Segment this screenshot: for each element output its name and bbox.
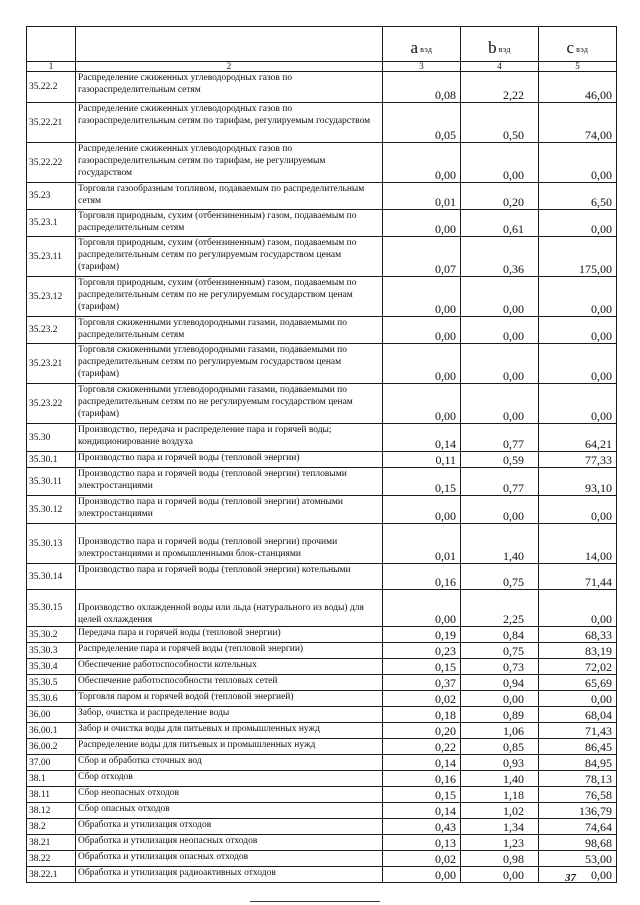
row-name: Распределение сжиженных углеводородных газов по газораспределительным сетям [76,72,383,103]
row-code: 35.23.21 [27,344,76,384]
row-b-value: 1,40 [461,771,539,787]
row-a-value: 0,00 [383,317,461,344]
row-b-value: 0,61 [461,210,539,237]
header-a [383,27,461,62]
row-code: 35.23.11 [27,237,76,277]
table-row [27,643,617,659]
table-row [27,771,617,787]
table-row [27,183,617,210]
row-a-value: 0,00 [383,210,461,237]
row-a-value: 0,14 [383,755,461,771]
row-a-value: 0,14 [383,803,461,819]
row-b-value: 0,89 [461,707,539,723]
row-c-value: 77,33 [539,452,617,468]
row-b-value: 0,73 [461,659,539,675]
row-name: Распределение пара и горячей воды (тепловой энергии) [76,643,383,659]
row-name: Распределение сжиженных углеводородных газов по газораспределительным сетям по тарифам, не регулируемым государством [76,143,383,183]
row-name: Торговля природным, сухим (отбензиненным) газом, подаваемым по распределительным сетям по регулируемым государством ценам (тарифам) [76,237,383,277]
column-number: 2 [76,62,383,72]
row-name: Торговля паром и горячей водой (тепловой энергией) [76,691,383,707]
row-c-value: 0,00 [539,590,617,627]
row-c-value: 14,00 [539,524,617,564]
row-code: 35.30.12 [27,496,76,524]
column-number: 5 [539,62,617,72]
row-b-value: 1,40 [461,524,539,564]
row-b-value: 2,25 [461,590,539,627]
row-b-value: 1,23 [461,835,539,851]
row-code: 35.30.4 [27,659,76,675]
table-row [27,723,617,739]
row-c-value: 64,21 [539,424,617,452]
document-page [26,26,616,883]
table-row [27,819,617,835]
row-code: 35.23.12 [27,277,76,317]
row-c-value: 0,00 [539,210,617,237]
row-b-value: 0,50 [461,103,539,143]
row-code: 36.00 [27,707,76,723]
table-row [27,803,617,819]
row-c-value: 74,00 [539,103,617,143]
row-a-value: 0,00 [383,344,461,384]
row-b-value: 1,02 [461,803,539,819]
row-a-value: 0,00 [383,143,461,183]
row-b-value: 0,77 [461,468,539,496]
row-c-value: 6,50 [539,183,617,210]
row-c-value: 78,13 [539,771,617,787]
row-a-value: 0,43 [383,819,461,835]
row-a-value: 0,13 [383,835,461,851]
table-row [27,452,617,468]
table-row [27,739,617,755]
row-a-value: 0,00 [383,590,461,627]
row-c-value: 0,00 [539,317,617,344]
row-a-value: 0,16 [383,564,461,590]
row-name: Производство охлажденной воды или льда (натурального из воды) для целей охлаждения [76,590,383,627]
row-b-value: 0,75 [461,564,539,590]
row-a-value: 0,15 [383,468,461,496]
row-a-value: 0,14 [383,424,461,452]
row-name: Обеспечение работоспособности котельных [76,659,383,675]
table-row [27,787,617,803]
row-code: 35.23 [27,183,76,210]
row-name: Производство пара и горячей воды (тепловой энергии) [76,452,383,468]
row-c-value: 83,19 [539,643,617,659]
row-c-value: 74,64 [539,819,617,835]
row-c-value: 0,00 [539,277,617,317]
row-c-value: 93,10 [539,468,617,496]
row-c-value: 0,00 [539,384,617,424]
row-code: 35.22.21 [27,103,76,143]
row-a-value: 0,02 [383,691,461,707]
header-c-sub: вэд [576,45,589,54]
row-b-value: 1,18 [461,787,539,803]
table-row [27,424,617,452]
table-row [27,590,617,627]
row-name: Сбор неопасных отходов [76,787,383,803]
row-name: Обработка и утилизация неопасных отходов [76,835,383,851]
row-code: 35.30.6 [27,691,76,707]
row-b-value: 0,00 [461,496,539,524]
row-b-value: 0,75 [461,643,539,659]
row-code: 38.2 [27,819,76,835]
row-code: 35.30.15 [27,590,76,627]
row-b-value: 0,94 [461,675,539,691]
row-code: 38.11 [27,787,76,803]
table-row [27,851,617,867]
row-a-value: 0,11 [383,452,461,468]
row-a-value: 0,19 [383,627,461,643]
table-header-row [27,27,617,62]
row-c-value: 68,33 [539,627,617,643]
row-name: Производство пара и горячей воды (тепловой энергии) прочими электростанциями и промышленными блок-станциями [76,524,383,564]
row-name: Торговля природным, сухим (отбензиненным) газом, подаваемым по распределительным сетям [76,210,383,237]
row-c-value: 0,00 [539,344,617,384]
row-a-value: 0,01 [383,183,461,210]
row-name: Торговля сжиженными углеводородными газами, подаваемыми по распределительным сетям по регулируемым государством ценам (тарифам) [76,344,383,384]
row-c-value: 84,95 [539,755,617,771]
row-b-value: 0,77 [461,424,539,452]
table-row [27,210,617,237]
row-b-value: 0,00 [461,317,539,344]
row-code: 38.22.1 [27,867,76,883]
row-c-value: 46,00 [539,72,617,103]
row-a-value: 0,00 [383,277,461,317]
row-name: Передача пара и горячей воды (тепловой энергии) [76,627,383,643]
header-name [76,27,383,62]
row-name: Распределение воды для питьевых и промышленных нужд [76,739,383,755]
row-a-value: 0,01 [383,524,461,564]
row-b-value: 0,20 [461,183,539,210]
row-code: 35.22.22 [27,143,76,183]
row-code: 35.30.3 [27,643,76,659]
header-b-letter: b [488,38,497,57]
row-code: 35.30.2 [27,627,76,643]
row-c-value: 98,68 [539,835,617,851]
row-name: Производство, передача и распределение пара и горячей воды; кондиционирование воздуха [76,424,383,452]
row-a-value: 0,07 [383,237,461,277]
column-number: 1 [27,62,76,72]
header-c-letter: c [566,38,575,57]
row-c-value: 71,43 [539,723,617,739]
table-row [27,707,617,723]
row-c-value: 136,79 [539,803,617,819]
column-number-row [27,62,617,72]
scan-edge-line [250,901,380,902]
row-code: 35.30 [27,424,76,452]
row-name: Сбор отходов [76,771,383,787]
row-b-value: 0,00 [461,344,539,384]
row-name: Сбор опасных отходов [76,803,383,819]
row-a-value: 0,16 [383,771,461,787]
row-b-value: 2,22 [461,72,539,103]
row-b-value: 0,00 [461,143,539,183]
row-code: 35.23.2 [27,317,76,344]
column-number: 4 [461,62,539,72]
row-c-value: 0,00 [539,867,617,883]
row-a-value: 0,00 [383,867,461,883]
row-c-value: 68,04 [539,707,617,723]
row-b-value: 0,98 [461,851,539,867]
row-c-value: 0,00 [539,691,617,707]
row-c-value: 86,45 [539,739,617,755]
header-a-letter: a [410,38,419,57]
row-code: 38.22 [27,851,76,867]
table-row [27,659,617,675]
table-row [27,237,617,277]
table-row [27,103,617,143]
row-c-value: 72,02 [539,659,617,675]
table-row [27,691,617,707]
row-a-value: 0,02 [383,851,461,867]
row-b-value: 0,00 [461,384,539,424]
table-row [27,384,617,424]
header-b-sub: вэд [498,45,511,54]
row-c-value: 53,00 [539,851,617,867]
row-name: Обработка и утилизация радиоактивных отходов [76,867,383,883]
row-a-value: 0,37 [383,675,461,691]
row-b-value: 0,85 [461,739,539,755]
row-name: Обработка и утилизация опасных отходов [76,851,383,867]
table-row [27,627,617,643]
row-name: Обработка и утилизация отходов [76,819,383,835]
table-row [27,277,617,317]
row-code: 35.30.1 [27,452,76,468]
row-code: 35.30.14 [27,564,76,590]
table-row [27,317,617,344]
column-number: 3 [383,62,461,72]
row-a-value: 0,18 [383,707,461,723]
table-row [27,524,617,564]
header-a-sub: вэд [420,45,433,54]
row-code: 38.21 [27,835,76,851]
row-code: 35.22.2 [27,72,76,103]
table-row [27,755,617,771]
row-code: 37.00 [27,755,76,771]
coefficients-table [26,26,617,883]
row-a-value: 0,00 [383,384,461,424]
row-code: 35.23.22 [27,384,76,424]
row-name: Торговля газообразным топливом, подаваемым по распределительным сетям [76,183,383,210]
table-row [27,867,617,883]
row-code: 35.30.13 [27,524,76,564]
row-name: Торговля сжиженными углеводородными газами, подаваемыми по распределительным сетям по не регулируемым государством ценам (тарифам) [76,384,383,424]
row-name: Торговля сжиженными углеводородными газами, подаваемыми по распределительным сетям [76,317,383,344]
row-b-value: 0,36 [461,237,539,277]
row-name: Забор и очистка воды для питьевых и промышленных нужд [76,723,383,739]
row-a-value: 0,23 [383,643,461,659]
row-code: 38.12 [27,803,76,819]
table-row [27,72,617,103]
row-name: Торговля природным, сухим (отбензиненным) газом, подаваемым по распределительным сетям по не регулируемым государством ценам (тарифам) [76,277,383,317]
row-code: 36.00.1 [27,723,76,739]
header-c [539,27,617,62]
row-a-value: 0,15 [383,659,461,675]
row-code: 35.30.5 [27,675,76,691]
page-number: 37 [565,872,576,884]
row-a-value: 0,20 [383,723,461,739]
row-name: Сбор и обработка сточных вод [76,755,383,771]
row-a-value: 0,08 [383,72,461,103]
row-name: Обеспечение работоспособности тепловых сетей [76,675,383,691]
row-code: 38.1 [27,771,76,787]
row-b-value: 0,00 [461,691,539,707]
table-row [27,344,617,384]
row-c-value: 0,00 [539,496,617,524]
row-name: Распределение сжиженных углеводородных газов по газораспределительным сетям по тарифам, регулируемым государством [76,103,383,143]
row-name: Производство пара и горячей воды (тепловой энергии) тепловыми электростанциями [76,468,383,496]
table-row [27,143,617,183]
row-c-value: 65,69 [539,675,617,691]
row-code: 35.23.1 [27,210,76,237]
header-code [27,27,76,62]
row-b-value: 1,06 [461,723,539,739]
row-c-value: 175,00 [539,237,617,277]
row-b-value: 1,34 [461,819,539,835]
table-row [27,675,617,691]
table-row [27,468,617,496]
row-c-value: 71,44 [539,564,617,590]
row-name: Забор, очистка и распределение воды [76,707,383,723]
table-row [27,835,617,851]
header-b [461,27,539,62]
row-c-value: 76,58 [539,787,617,803]
row-b-value: 0,00 [461,277,539,317]
row-b-value: 0,93 [461,755,539,771]
table-row [27,496,617,524]
row-c-value: 0,00 [539,143,617,183]
row-a-value: 0,00 [383,496,461,524]
row-a-value: 0,05 [383,103,461,143]
row-a-value: 0,15 [383,787,461,803]
row-a-value: 0,22 [383,739,461,755]
row-name: Производство пара и горячей воды (тепловой энергии) котельными [76,564,383,590]
row-b-value: 0,84 [461,627,539,643]
row-name: Производство пара и горячей воды (тепловой энергии) атомными электростанциями [76,496,383,524]
row-code: 36.00.2 [27,739,76,755]
row-code: 35.30.11 [27,468,76,496]
row-b-value: 0,59 [461,452,539,468]
row-b-value: 0,00 [461,867,539,883]
table-body [27,72,617,883]
table-row [27,564,617,590]
